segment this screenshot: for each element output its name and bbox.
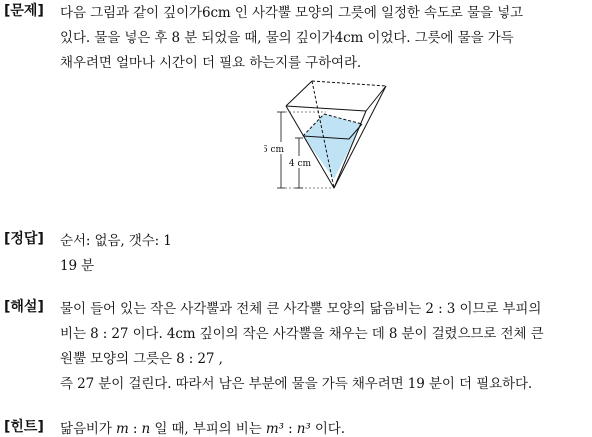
problem-line-1: 다음 그림과 같이 깊이가6cm 인 사각뿔 모양의 그릇에 일정한 속도로 물을 넣고 [60, 5, 523, 21]
height-label: 6 cm [264, 145, 285, 155]
answer-line-1: 순서: 없음, 갯수: 1 [60, 233, 172, 249]
hint-var-n-cubed: n³ [296, 421, 311, 437]
hint-text-1: 닮음비가 [60, 421, 116, 437]
solution-line-1: 물이 들어 있는 작은 사각뿔과 전체 큰 사각뿔 모양의 닮음비는 2 : 3 이므로 부피의 [60, 301, 542, 317]
hint-var-m: m [115, 421, 129, 437]
problem-line-3: 채우려면 얼마나 시간이 더 필요 하는지를 구하여라. [60, 55, 362, 71]
hint-colon-2: : [283, 421, 297, 437]
solution-label: [해설] [4, 299, 44, 315]
pyramid-figure [264, 78, 404, 194]
water-region [303, 114, 362, 179]
pyramid-diagram [264, 78, 404, 194]
solution-line-4: 즉 27 분이 걸린다. 따라서 남은 부분에 물을 가득 채우려면 19 분이 더 필요하다. [60, 376, 533, 392]
answer-line-2: 19 분 [60, 258, 95, 274]
hint-var-n: n [141, 421, 151, 437]
answer-label: [정답] [4, 231, 44, 247]
hint-var-m-cubed: m³ [265, 421, 284, 437]
hint-colon-1: : [128, 421, 142, 437]
water-depth-label: 4 cm [288, 159, 312, 169]
solution-line-3: 원뿔 모양의 그릇은 8 : 27 , [60, 351, 223, 367]
hint-line [60, 417, 345, 437]
problem-line-2: 있다. 물을 넣은 후 8 분 되었을 때, 물의 깊이가4cm 이었다. 그릇에 물을 가득 [60, 30, 514, 46]
problem-label: [문제] [4, 3, 44, 19]
hint-label: [힌트] [4, 419, 44, 435]
solution-line-2: 비는 8 : 27 이다. 4cm 깊이의 작은 사각뿔을 채우는 데 8 분이 걸렸으므로 전체 큰 [60, 326, 544, 342]
hint-text-3: 이다. [310, 421, 345, 437]
hint-text-2: 일 때, 부피의 비는 [150, 421, 266, 437]
